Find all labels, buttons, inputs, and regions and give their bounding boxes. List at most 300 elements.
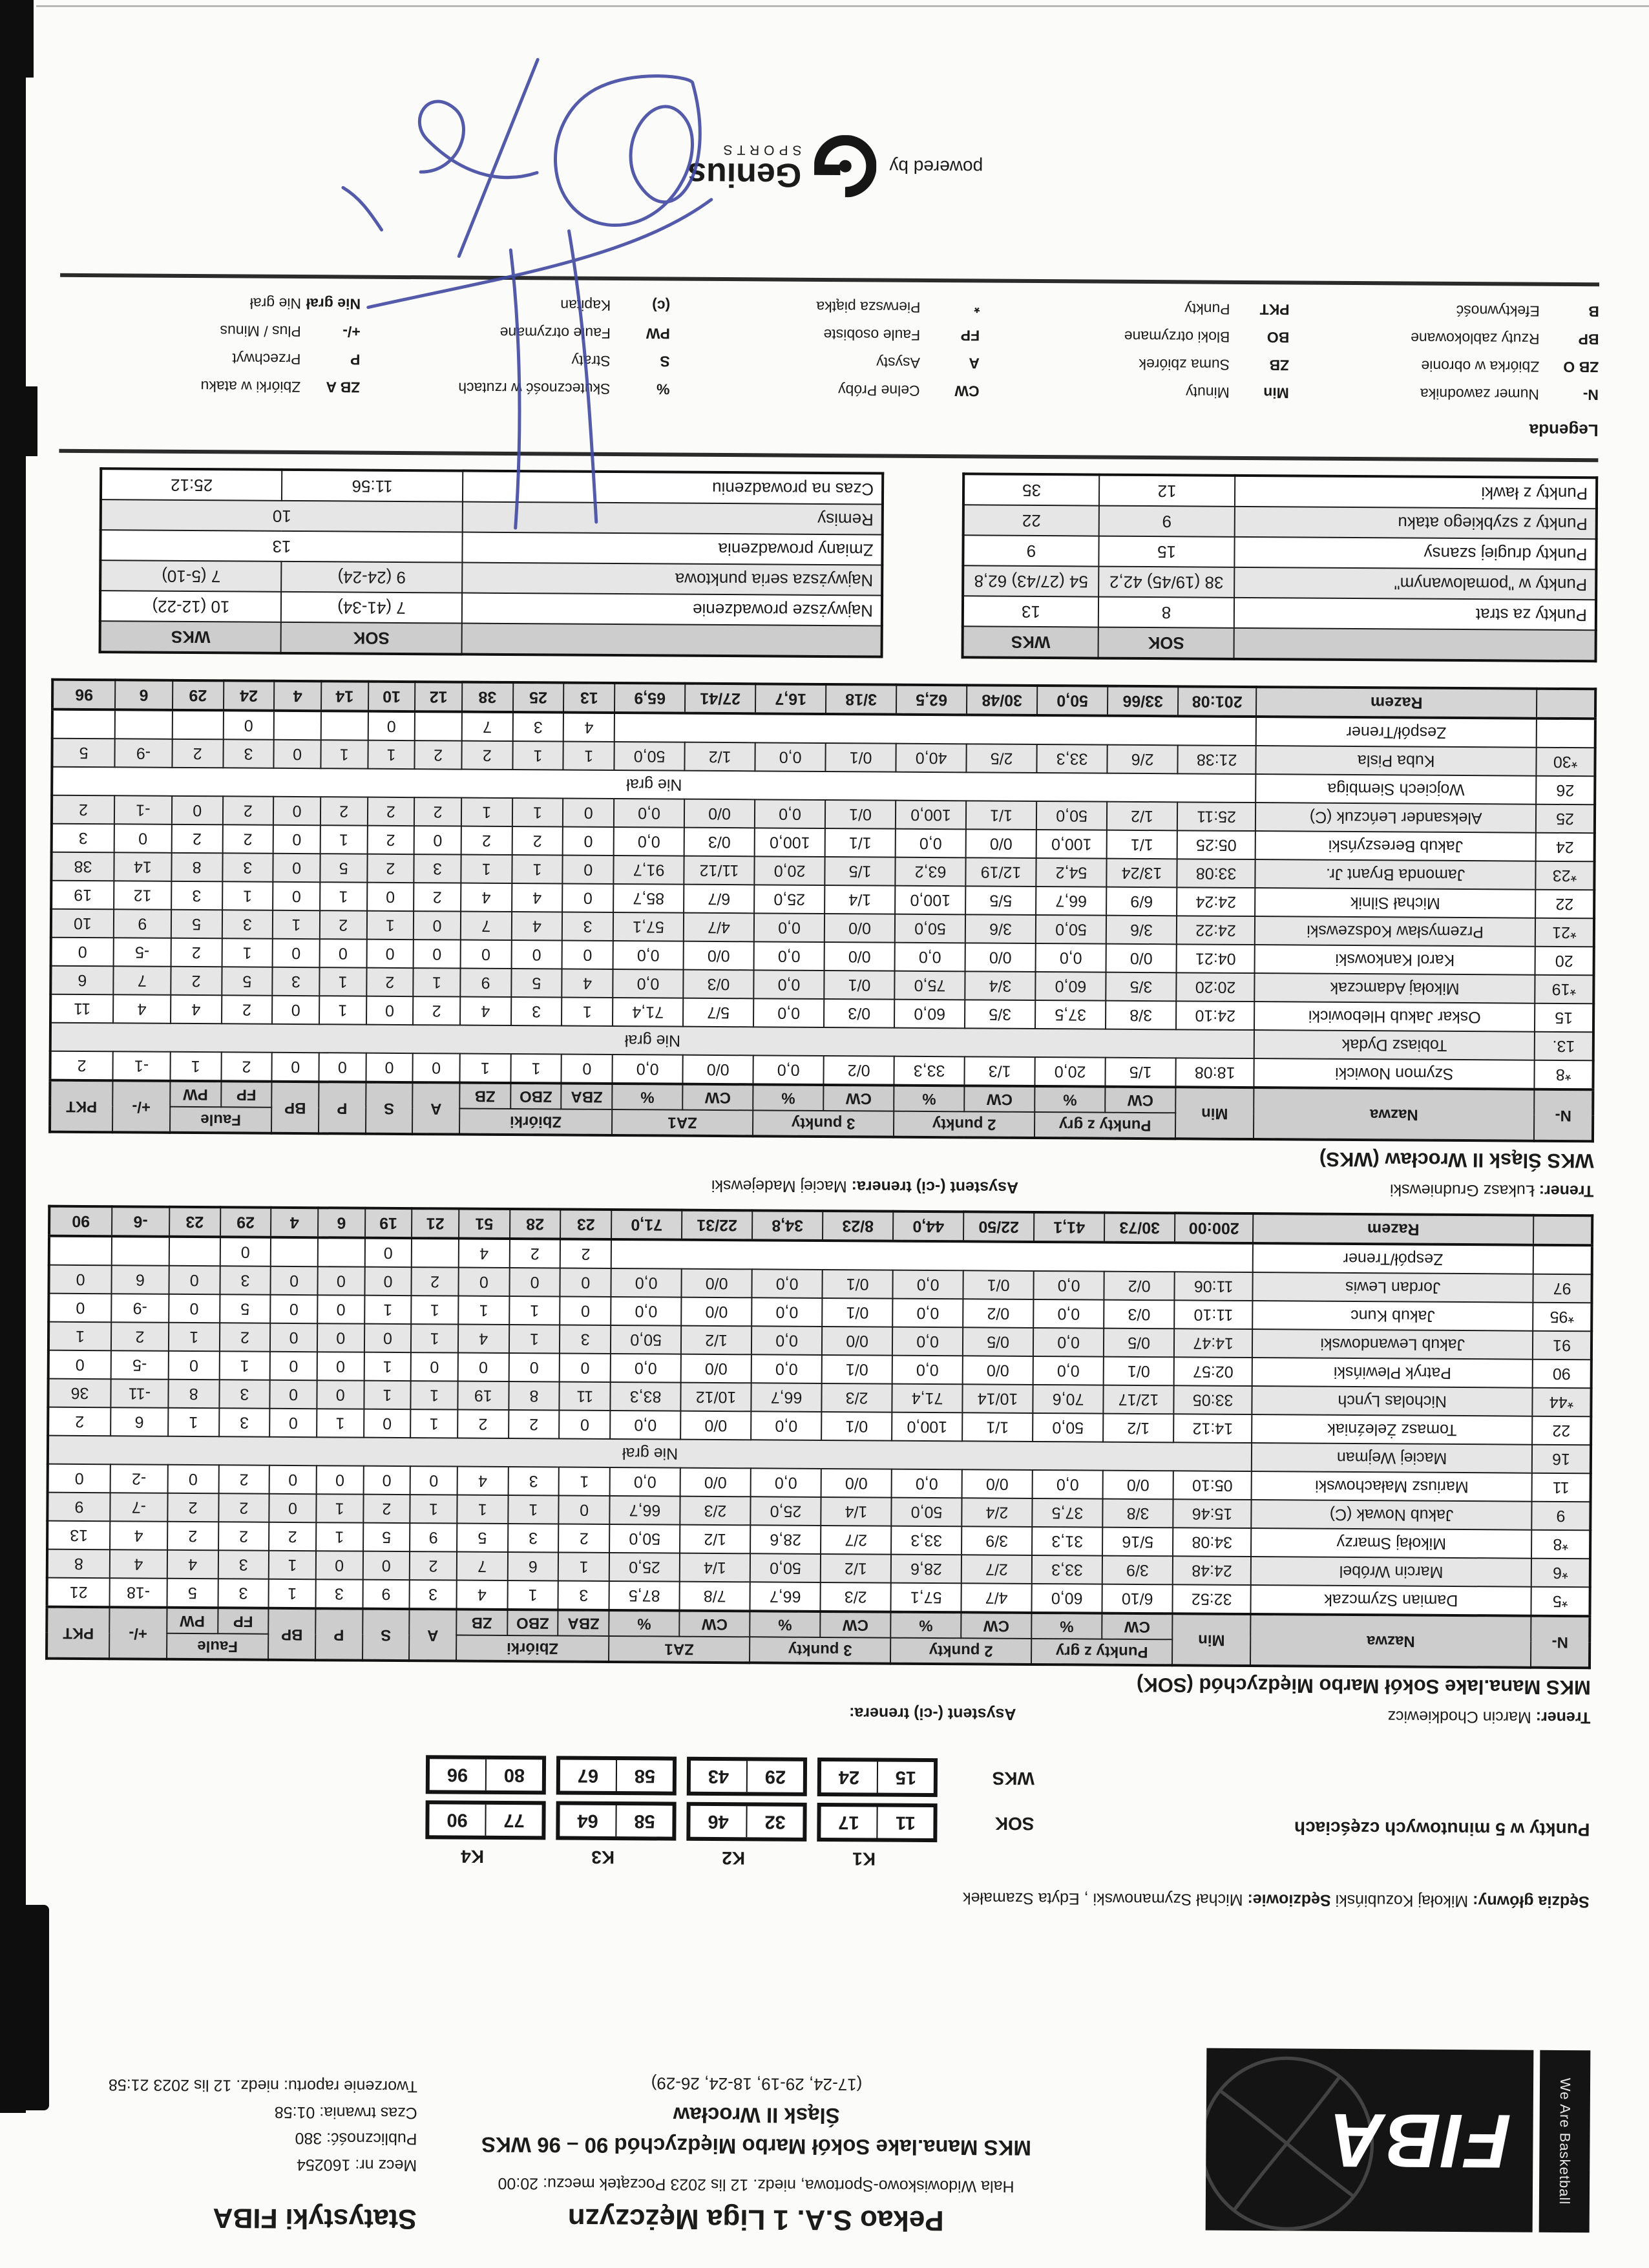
summary-sok-value: 7 (41-34) bbox=[281, 592, 462, 624]
player-name: Jordan Lewis bbox=[1253, 1272, 1533, 1303]
stat-cell: 0/1 bbox=[821, 1412, 892, 1441]
legend-item bbox=[989, 355, 1289, 374]
stat-cell: 34,8 bbox=[752, 1210, 823, 1241]
legend-desc: Faule otrzymane bbox=[499, 324, 611, 342]
score-cell: 15 bbox=[895, 1767, 917, 1789]
stat-cell: 4 bbox=[274, 681, 321, 711]
stat-cell: 29 bbox=[220, 1207, 271, 1237]
score-cell: 29 bbox=[764, 1766, 786, 1788]
stat-cell: 0 bbox=[559, 1411, 610, 1439]
stat-cell: 1 bbox=[317, 1409, 364, 1437]
period-score-group bbox=[556, 1756, 677, 1795]
stat-cell: 0,0 bbox=[614, 799, 684, 828]
legend-item bbox=[679, 353, 980, 372]
fiba-logo-box bbox=[1206, 2048, 1534, 2232]
report-header bbox=[45, 1977, 1591, 2245]
summary-wks-value: 25:12 bbox=[101, 468, 282, 501]
stat-cell: 1/1 bbox=[962, 1412, 1033, 1442]
column-header: CW bbox=[964, 1086, 1035, 1112]
stat-cell: 1 bbox=[559, 1467, 610, 1496]
legend bbox=[59, 293, 1599, 441]
stat-cell: 2 bbox=[171, 824, 222, 853]
stat-cell: 0,0 bbox=[613, 941, 684, 970]
stat-cell: 0/2 bbox=[824, 1056, 894, 1086]
stat-cell: 5 bbox=[167, 1579, 218, 1608]
column-header: +/- bbox=[109, 1607, 167, 1659]
coach-name: Łukasz Grudniewski bbox=[1389, 1181, 1539, 1200]
summary-header-row bbox=[100, 621, 882, 656]
stat-cell: 0 bbox=[562, 884, 613, 912]
player-name: Jamonda Bryant Jr. bbox=[1255, 859, 1536, 890]
legend-abbr: * bbox=[974, 299, 980, 317]
blank-cell bbox=[614, 713, 1256, 746]
stat-cell: -18 bbox=[110, 1578, 167, 1608]
column-header: ZBO bbox=[507, 1610, 558, 1635]
stat-cell: -1 bbox=[114, 795, 172, 824]
summary-corner bbox=[462, 624, 882, 657]
stat-cell: 1/3 bbox=[965, 1056, 1035, 1086]
stat-cell: 70,6 bbox=[1033, 1385, 1103, 1414]
stat-cell: 21:38 bbox=[1177, 745, 1255, 774]
stat-cell: 0 bbox=[414, 940, 461, 968]
stat-cell: 4 bbox=[562, 969, 613, 998]
player-number: 13. bbox=[1535, 1032, 1593, 1061]
scan-edge-line bbox=[36, 5, 1649, 7]
stat-cell: 2 bbox=[50, 1051, 112, 1081]
stat-cell: 0 bbox=[223, 710, 274, 739]
legend-item bbox=[369, 379, 669, 398]
stat-cell: 1 bbox=[269, 1551, 316, 1579]
player-number bbox=[1533, 1215, 1592, 1246]
stat-cell: 0 bbox=[366, 940, 414, 968]
stat-cell: 0 bbox=[317, 1380, 364, 1409]
stat-cell: 0,0 bbox=[753, 998, 824, 1027]
stat-cell: 25,0 bbox=[754, 885, 824, 914]
legend-item bbox=[989, 327, 1289, 346]
player-name: Przemysław Kodszewski bbox=[1255, 916, 1535, 947]
scan-edge-mark bbox=[0, 0, 34, 78]
stat-cell: 1/5 bbox=[824, 857, 895, 886]
stat-cell: 66,7 bbox=[1036, 887, 1106, 916]
stat-cell: 0,0 bbox=[751, 1297, 822, 1327]
stat-cell: 20:20 bbox=[1176, 972, 1254, 1002]
summary-row bbox=[963, 474, 1597, 509]
player-name: Aleksander Leńczuk (C) bbox=[1255, 803, 1536, 833]
column-header: FP bbox=[218, 1608, 269, 1633]
stat-cell: 0 bbox=[172, 796, 223, 824]
stat-cell: 0 bbox=[319, 939, 366, 967]
stat-cell: 50,0 bbox=[611, 1325, 681, 1354]
stat-cell: 1 bbox=[461, 798, 512, 826]
stat-cell: 28,6 bbox=[891, 1555, 961, 1584]
summary-label: Punkty z szybkiego ataku bbox=[1235, 507, 1597, 539]
summary-corner bbox=[1234, 628, 1596, 661]
stat-cell: 3/6 bbox=[1106, 916, 1177, 945]
summary-row bbox=[963, 596, 1596, 630]
legend-item bbox=[59, 321, 360, 341]
stat-cell: 2 bbox=[52, 795, 114, 824]
legend-desc: Bloki otrzymane bbox=[1124, 328, 1230, 346]
legend-desc: Suma zbiórek bbox=[1139, 355, 1230, 373]
stat-cell: 6 bbox=[111, 1265, 169, 1294]
stat-cell: 0,0 bbox=[754, 941, 824, 971]
stat-cell: 0,0 bbox=[611, 1297, 681, 1326]
stat-cell: 0 bbox=[509, 1353, 560, 1381]
player-name: Maciej Wejman bbox=[1252, 1443, 1532, 1473]
stat-cell: 1 bbox=[459, 1054, 510, 1083]
column-header: Faule bbox=[170, 1107, 272, 1133]
legend-item bbox=[989, 383, 1289, 402]
column-header: A bbox=[409, 1609, 456, 1661]
player-name: Karol Kankowski bbox=[1255, 945, 1535, 975]
legend-abbr: PKT bbox=[1259, 301, 1290, 319]
stat-cell: 33:08 bbox=[1177, 859, 1255, 888]
stat-cell: 0 bbox=[563, 856, 614, 884]
stat-cell: 1 bbox=[320, 882, 367, 910]
stat-cell: 0 bbox=[319, 1053, 366, 1082]
player-number: 97 bbox=[1533, 1274, 1592, 1303]
stat-cell: 63,2 bbox=[895, 857, 965, 887]
stat-cell: 3 bbox=[52, 824, 114, 853]
stat-cell: 2 bbox=[414, 883, 461, 911]
stat-cell: 6/10 bbox=[1102, 1584, 1173, 1614]
stat-cell: 50,0 bbox=[614, 742, 684, 771]
stat-cell: 0/3 bbox=[683, 970, 753, 999]
stat-cell: 20,0 bbox=[1035, 1057, 1106, 1087]
stat-cell: 5 bbox=[52, 739, 114, 768]
stat-cell bbox=[321, 711, 368, 740]
stat-cell: 0,0 bbox=[1034, 1271, 1104, 1300]
stat-cell: 0/1 bbox=[822, 1355, 892, 1384]
stat-cell: 27/41 bbox=[685, 684, 755, 714]
stat-cell: 3 bbox=[410, 1580, 457, 1609]
stat-cell: 11/12 bbox=[684, 856, 754, 885]
summary-merged-value: 10 bbox=[101, 499, 463, 532]
legend-desc: Przechwyt bbox=[232, 350, 301, 368]
player-number: *21 bbox=[1535, 918, 1594, 947]
legend-abbr: ZB O bbox=[1563, 358, 1599, 376]
player-number: *30 bbox=[1537, 748, 1595, 777]
stat-cell: 1 bbox=[316, 1522, 363, 1551]
team-row-label: Zespół/Trener bbox=[1256, 717, 1537, 748]
stat-cell: 11 bbox=[50, 994, 113, 1024]
stat-cell: 4 bbox=[110, 1521, 167, 1550]
stat-cell: 0 bbox=[317, 1266, 364, 1295]
stat-cell: 2 bbox=[415, 740, 462, 769]
stat-cell: 28 bbox=[510, 1209, 561, 1239]
stat-cell: 22/50 bbox=[963, 1212, 1034, 1242]
column-header: BP bbox=[271, 1082, 319, 1133]
stat-cell: 5 bbox=[320, 854, 367, 882]
stat-cell: 0 bbox=[167, 1465, 218, 1493]
stat-cell: 0/3 bbox=[1104, 1300, 1174, 1329]
stat-cell: 3/18 bbox=[826, 684, 896, 715]
summary-label: Punkty z ławki bbox=[1235, 476, 1597, 509]
stat-cell: 22/31 bbox=[682, 1210, 752, 1241]
legend-desc: Asysty bbox=[876, 354, 920, 372]
quarter-table-grid bbox=[412, 1755, 1035, 1870]
stat-cell: 0/5 bbox=[1104, 1328, 1174, 1358]
stat-cell: 2/6 bbox=[1107, 745, 1177, 774]
summary-row bbox=[100, 530, 882, 565]
stat-cell: 12 bbox=[114, 881, 171, 910]
stat-cell: 60,0 bbox=[894, 1000, 965, 1029]
legend-abbr: S bbox=[660, 353, 670, 370]
stat-cell: 23 bbox=[169, 1207, 220, 1237]
legend-item bbox=[989, 299, 1289, 319]
score-cell: 90 bbox=[429, 1804, 486, 1836]
assistant-label: Asystent (-ci) trenera: bbox=[851, 1177, 1019, 1197]
stat-cell: 0,0 bbox=[614, 827, 684, 856]
stat-cell: 1/2 bbox=[680, 1525, 750, 1554]
stat-cell: 57,1 bbox=[891, 1583, 961, 1613]
stat-cell: 3 bbox=[218, 1550, 269, 1579]
stat-cell: 13 bbox=[47, 1521, 110, 1550]
stat-cell: 91,7 bbox=[613, 856, 684, 885]
stat-cell: 5 bbox=[220, 1294, 271, 1323]
legend-item bbox=[59, 349, 360, 368]
stat-cell: 2 bbox=[509, 1410, 560, 1438]
stat-cell: 1 bbox=[457, 1495, 508, 1524]
stat-cell: 0,0 bbox=[610, 1467, 680, 1496]
stat-cell: 0,0 bbox=[611, 1268, 682, 1297]
stat-cell: 1 bbox=[410, 1495, 457, 1523]
legend-abbr: Nie grał bbox=[306, 295, 361, 313]
stat-cell: 9 bbox=[460, 969, 511, 997]
stat-cell: 32:52 bbox=[1173, 1584, 1251, 1614]
stat-cell: 11:06 bbox=[1175, 1272, 1253, 1301]
stat-cell: 0,0 bbox=[751, 1468, 821, 1497]
stat-cell: 2 bbox=[509, 1239, 560, 1268]
stat-cell: 2 bbox=[560, 1239, 611, 1268]
stat-cell: 2 bbox=[171, 938, 222, 967]
stat-cell: 60,0 bbox=[1035, 972, 1106, 1001]
stat-cell: 4 bbox=[458, 1325, 509, 1353]
stat-cell: 90 bbox=[49, 1206, 112, 1237]
stat-cell: 4 bbox=[563, 713, 614, 742]
legend-desc: Plus / Minus bbox=[220, 322, 301, 341]
summary-merged-value: 13 bbox=[100, 530, 462, 562]
legend-abbr: PW bbox=[646, 325, 671, 342]
page-title: Pekao S.A. 1 Liga Mężczyzn bbox=[567, 2202, 944, 2237]
stat-cell: 33:05 bbox=[1173, 1385, 1252, 1414]
stat-cell: 0/0 bbox=[1103, 1471, 1173, 1500]
coach-line bbox=[48, 1172, 1593, 1201]
stat-cell: 2 bbox=[218, 1465, 269, 1493]
referee-name-main: Mikołaj Kozubiński bbox=[1330, 1891, 1473, 1911]
player-number bbox=[1537, 719, 1595, 748]
stat-cell: 4/7 bbox=[961, 1583, 1032, 1613]
stats-heading: Statystyki FIBA bbox=[213, 2202, 417, 2235]
summary-row bbox=[963, 565, 1596, 600]
period-score-group bbox=[817, 1758, 938, 1797]
stat-cell: 3 bbox=[512, 712, 563, 741]
referee-names: Michał Szymanowski , Edyta Szamałek bbox=[962, 1889, 1248, 1909]
stat-cell: 62,5 bbox=[896, 685, 967, 715]
score-cell: 58 bbox=[634, 1765, 656, 1787]
stat-cell: 1 bbox=[319, 967, 366, 996]
summary-sok-value: 38 (19/45) 42,2 bbox=[1098, 567, 1234, 598]
stat-cell: 3 bbox=[508, 1524, 559, 1552]
player-number: 90 bbox=[1533, 1360, 1591, 1389]
stat-cell: 02:57 bbox=[1174, 1357, 1252, 1386]
stat-cell: 4 bbox=[167, 1550, 218, 1579]
stat-cell: 3 bbox=[218, 1579, 269, 1608]
stat-cell: 0 bbox=[48, 1350, 111, 1380]
team-code: SOK bbox=[994, 1813, 1035, 1834]
stat-cell: 0,0 bbox=[893, 1270, 963, 1299]
stat-cell: 2 bbox=[171, 967, 222, 995]
legend-abbr: FP bbox=[960, 327, 980, 344]
stat-cell: 6 bbox=[507, 1552, 558, 1580]
stat-cell: 3/5 bbox=[1106, 972, 1176, 1002]
column-header: 3 punkty bbox=[750, 1637, 890, 1663]
stat-cell: 5 bbox=[171, 910, 222, 938]
period-score-group bbox=[817, 1803, 937, 1842]
column-header: Punkty z gry bbox=[1031, 1639, 1172, 1665]
stat-cell: 16,7 bbox=[755, 684, 826, 714]
score-cell: 43 bbox=[691, 1761, 748, 1792]
stat-cell: 1/2 bbox=[821, 1554, 891, 1583]
quarter-table-label: Punkty w 5 minutowych częściach bbox=[1294, 1818, 1590, 1840]
stat-cell: 4 bbox=[171, 995, 222, 1024]
player-number: 25 bbox=[1536, 804, 1595, 834]
stat-cell: 0 bbox=[562, 1055, 613, 1084]
player-name: Tobiasz Dydak bbox=[1254, 1030, 1535, 1060]
stat-cell: 0,0 bbox=[1033, 1328, 1104, 1357]
stat-cell: 0 bbox=[220, 1237, 271, 1266]
stat-cell: 0 bbox=[273, 797, 320, 825]
column-header: % bbox=[609, 1610, 679, 1637]
stat-cell: 37,5 bbox=[1035, 1000, 1106, 1029]
stat-cell: 04:21 bbox=[1177, 944, 1255, 973]
stat-cell: 23 bbox=[560, 1210, 611, 1239]
stat-cell: 0/2 bbox=[1104, 1272, 1175, 1301]
box-score-table-wks bbox=[48, 678, 1597, 1143]
summary-label: Punkty drugiej szansy bbox=[1234, 537, 1596, 569]
stat-cell: 0/1 bbox=[822, 1298, 892, 1327]
stat-cell: 54,2 bbox=[1036, 858, 1106, 887]
stat-cell: 0 bbox=[364, 1267, 412, 1296]
stat-cell: 2 bbox=[512, 826, 563, 855]
player-number: 91 bbox=[1533, 1331, 1591, 1360]
legend-abbr: ZB A bbox=[326, 379, 361, 396]
score-cell: 77 bbox=[503, 1810, 525, 1831]
summary-wks-value: 13 bbox=[963, 596, 1098, 627]
summary-header-row bbox=[963, 626, 1596, 661]
stat-cell: 2/5 bbox=[966, 744, 1036, 773]
stat-cell: 2/3 bbox=[821, 1582, 891, 1612]
stat-cell: 33,3 bbox=[894, 1056, 965, 1086]
column-header: ZA1 bbox=[612, 1109, 753, 1136]
stat-cell: 0/0 bbox=[681, 1297, 751, 1327]
stat-cell: 3 bbox=[560, 1325, 611, 1354]
stat-cell: 50,0 bbox=[1033, 1413, 1103, 1442]
stat-cell: 10 bbox=[51, 909, 114, 938]
legend-abbr: CW bbox=[954, 383, 980, 400]
summary-row bbox=[101, 499, 883, 534]
legend-abbr: (c) bbox=[652, 297, 671, 315]
summary-wks-value: 9 bbox=[963, 535, 1098, 566]
stat-cell: 0,0 bbox=[754, 913, 824, 942]
stat-cell: 0,0 bbox=[755, 799, 825, 828]
totals-label: Razem bbox=[1253, 1213, 1533, 1245]
stat-cell: 1 bbox=[508, 1495, 559, 1524]
stat-cell: 0 bbox=[364, 1238, 412, 1267]
team-section-sok bbox=[45, 1205, 1593, 1727]
stat-cell: 2 bbox=[219, 1323, 270, 1351]
stat-cell: 1/1 bbox=[825, 828, 896, 857]
stat-cell: 6 bbox=[110, 1407, 168, 1436]
summary-label: Najwyższe prowadzenie bbox=[462, 593, 882, 626]
summary-sok-value: 8 bbox=[1098, 597, 1234, 628]
totals-label: Razem bbox=[1256, 687, 1537, 719]
stat-cell: 0 bbox=[368, 711, 415, 740]
stat-cell: -5 bbox=[111, 1350, 169, 1380]
player-number: *19 bbox=[1535, 975, 1593, 1004]
stat-cell: 0 bbox=[273, 939, 320, 967]
summary-row bbox=[101, 468, 883, 504]
stat-cell: 65,9 bbox=[614, 683, 685, 713]
stat-cell: 0 bbox=[270, 1380, 317, 1409]
stat-cell: 0,0 bbox=[751, 1411, 821, 1440]
stat-cell: 1 bbox=[316, 1494, 363, 1522]
stat-cell: 3/9 bbox=[1102, 1556, 1173, 1585]
player-number bbox=[1537, 689, 1595, 719]
stat-cell: 0 bbox=[509, 1268, 560, 1296]
stat-cell: 5 bbox=[457, 1524, 508, 1552]
player-number: *8 bbox=[1531, 1530, 1590, 1559]
stat-cell: 50,0 bbox=[1037, 686, 1108, 716]
stat-cell: 5 bbox=[363, 1523, 410, 1551]
stat-cell: 1 bbox=[411, 1381, 458, 1409]
referees-label: Sędziowie: bbox=[1247, 1891, 1331, 1909]
legend-title: Legenda bbox=[1529, 420, 1599, 441]
player-number: 15 bbox=[1535, 1003, 1593, 1033]
stat-cell: 4 bbox=[110, 1549, 167, 1579]
legend-abbr: A bbox=[969, 355, 980, 372]
stat-cell: 8 bbox=[509, 1381, 560, 1410]
stat-cell: 25,0 bbox=[609, 1553, 680, 1582]
score-cell: 96 bbox=[430, 1759, 487, 1790]
stat-cell: 0 bbox=[48, 1265, 111, 1294]
legend-abbr: P bbox=[350, 351, 361, 368]
summary-team-header: WKS bbox=[963, 626, 1098, 658]
stat-cell: -6 bbox=[112, 1206, 169, 1237]
player-number: 26 bbox=[1536, 776, 1595, 805]
stat-cell: 0 bbox=[410, 1466, 457, 1495]
stat-cell: 0/0 bbox=[962, 1469, 1033, 1498]
score-cell: 17 bbox=[821, 1807, 877, 1838]
column-header: N- bbox=[1534, 1089, 1593, 1142]
summary-label: Czas na prowadzeniu bbox=[463, 471, 883, 505]
legend-abbr: N- bbox=[1582, 386, 1599, 404]
quarter-score-row bbox=[413, 1755, 1035, 1798]
stat-cell: 5 bbox=[222, 967, 273, 995]
stat-cell bbox=[115, 709, 173, 739]
stat-cell: 3 bbox=[315, 1579, 362, 1608]
player-name: Wojciech Siembiga bbox=[1255, 774, 1536, 804]
team-code: WKS bbox=[992, 1768, 1035, 1789]
stat-cell: 24:48 bbox=[1173, 1556, 1251, 1585]
stat-cell: 0/0 bbox=[966, 829, 1036, 858]
stat-cell: 21 bbox=[47, 1578, 110, 1608]
stat-cell: 1/4 bbox=[824, 885, 895, 914]
stat-cell: 1 bbox=[320, 740, 368, 768]
stat-cell: 1 bbox=[563, 742, 614, 770]
summary-sok-value: 12 bbox=[1099, 475, 1235, 507]
stat-cell: 31,3 bbox=[1032, 1527, 1102, 1556]
